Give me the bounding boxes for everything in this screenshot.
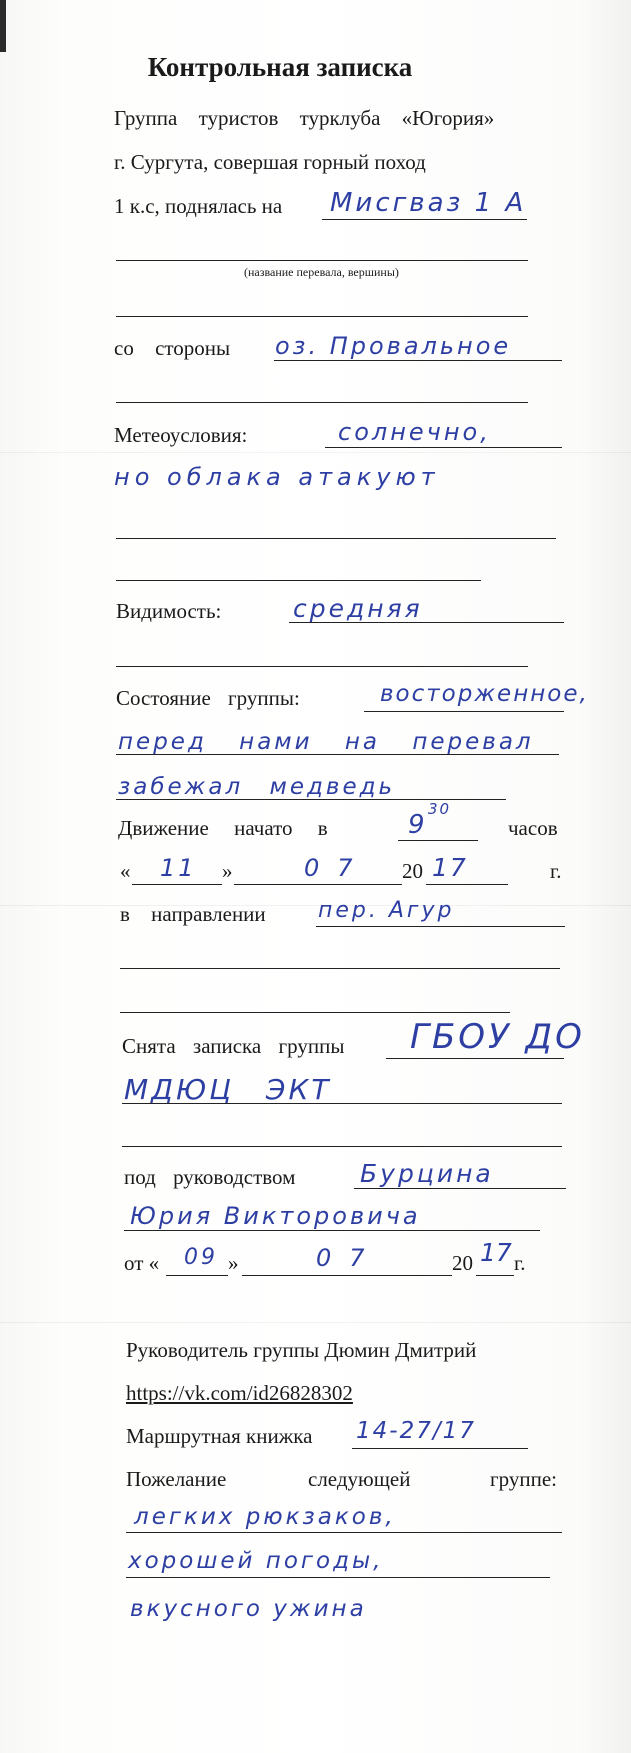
minutes-value: 30 xyxy=(428,800,452,818)
visibility-value: средняя xyxy=(293,594,423,623)
side-label: со стороны xyxy=(114,336,231,360)
intro-line-2: г. Сургута, совершая горный поход xyxy=(114,150,426,174)
quote-close: » xyxy=(222,859,233,883)
leader-value-1: Бурцина xyxy=(360,1159,494,1188)
taken-line-2 xyxy=(122,1103,562,1104)
weather-value-1: солнечно, xyxy=(338,418,491,446)
pass-name-line xyxy=(322,219,527,220)
taken-label: Снята записка группы xyxy=(122,1034,345,1058)
group-leader-line: Руководитель группы Дюмин Дмитрий xyxy=(126,1338,477,1362)
document-title: Контрольная записка xyxy=(147,52,413,82)
weather-value-2: но облака атакуют xyxy=(114,463,440,491)
date-month-value: 07 xyxy=(316,1244,383,1272)
blank-line xyxy=(120,1012,510,1013)
blank-line xyxy=(122,1146,562,1147)
movement-label: Движение начато в xyxy=(118,816,328,840)
wish-value-3: вкусного ужина xyxy=(130,1596,367,1622)
taken-value-1: ГБОУ ДО xyxy=(410,1017,585,1057)
weather-line xyxy=(325,447,562,448)
date-quote-close: » xyxy=(228,1251,239,1275)
pass-name-value: Мисгваз 1 А xyxy=(330,188,527,218)
wish-value-1: легких рюкзаков, xyxy=(134,1504,396,1530)
scan-edge xyxy=(0,0,6,52)
taken-line xyxy=(386,1058,564,1059)
blank-line xyxy=(116,402,528,403)
visibility-label: Видимость: xyxy=(116,599,222,623)
year-unit: г. xyxy=(550,859,562,883)
route-book-value: 14-27/17 xyxy=(356,1418,476,1444)
blank-line xyxy=(116,316,528,317)
wish-label-1: Пожелание xyxy=(126,1467,227,1491)
direction-value: пер. Агур xyxy=(318,898,455,923)
wish-value-2: хорошей погоды, xyxy=(128,1548,384,1574)
blank-line xyxy=(120,968,560,969)
state-value-1: восторженное, xyxy=(380,681,589,707)
fold-crease xyxy=(0,905,631,906)
leader-label: под руководством xyxy=(124,1165,296,1189)
taken-value-2: МДЮЦ ЭКТ xyxy=(124,1073,332,1106)
weather-label: Метеоусловия: xyxy=(114,423,248,447)
date-day-line xyxy=(166,1275,228,1276)
wish-label-2: следующей xyxy=(308,1467,411,1491)
state-line-2 xyxy=(116,754,559,755)
leader-value-2: Юрия Викторовича xyxy=(130,1202,421,1230)
month-line xyxy=(234,884,402,885)
leader-profile-link[interactable]: https://vk.com/id26828302 xyxy=(126,1381,353,1405)
month-value: 07 xyxy=(304,854,371,882)
state-value-3: забежал медведь xyxy=(118,774,396,800)
year-prefix: 20 xyxy=(402,859,423,883)
hour-value: 9 xyxy=(408,810,425,840)
blank-line xyxy=(116,260,528,261)
blank-line xyxy=(116,580,481,581)
date-month-line xyxy=(242,1275,452,1276)
date-prefix: от « xyxy=(124,1251,160,1275)
hours-label: часов xyxy=(508,816,558,840)
wish-line-2 xyxy=(126,1577,550,1578)
date-year-line xyxy=(476,1275,514,1276)
leader-line xyxy=(354,1188,566,1189)
state-line xyxy=(364,711,564,712)
date-day-value: 09 xyxy=(184,1245,218,1270)
side-line xyxy=(274,360,562,361)
wish-line-1 xyxy=(126,1532,562,1533)
state-label: Состояние группы: xyxy=(116,686,300,710)
hour-line xyxy=(398,840,478,841)
blank-line xyxy=(116,538,556,539)
leader-line-2 xyxy=(124,1230,540,1231)
wish-label-3: группе: xyxy=(490,1467,557,1491)
intro-line-1: Группа туристов турклуба «Югория» xyxy=(114,106,495,130)
quote-open: « xyxy=(120,859,131,883)
side-value: оз. Провальное xyxy=(275,332,512,360)
date-year-prefix: 20 xyxy=(452,1251,473,1275)
year-line xyxy=(426,884,508,885)
fold-crease xyxy=(0,452,631,453)
day-value: 11 xyxy=(160,854,197,882)
day-line xyxy=(132,884,222,885)
blank-line xyxy=(116,666,528,667)
date-year-value: 17 xyxy=(480,1238,512,1267)
route-book-line xyxy=(352,1448,528,1449)
direction-label: в направлении xyxy=(120,902,266,926)
fold-crease xyxy=(0,1322,631,1323)
state-value-2: перед нами на перевал xyxy=(118,729,534,755)
date-year-unit: г. xyxy=(514,1251,526,1275)
intro-line-3-label: 1 к.с, поднялась на xyxy=(114,194,283,218)
pass-caption: (название перевала, вершины) xyxy=(244,265,399,279)
route-book-label: Маршрутная книжка xyxy=(126,1424,313,1448)
year-value: 17 xyxy=(432,853,468,882)
direction-line xyxy=(316,926,565,927)
